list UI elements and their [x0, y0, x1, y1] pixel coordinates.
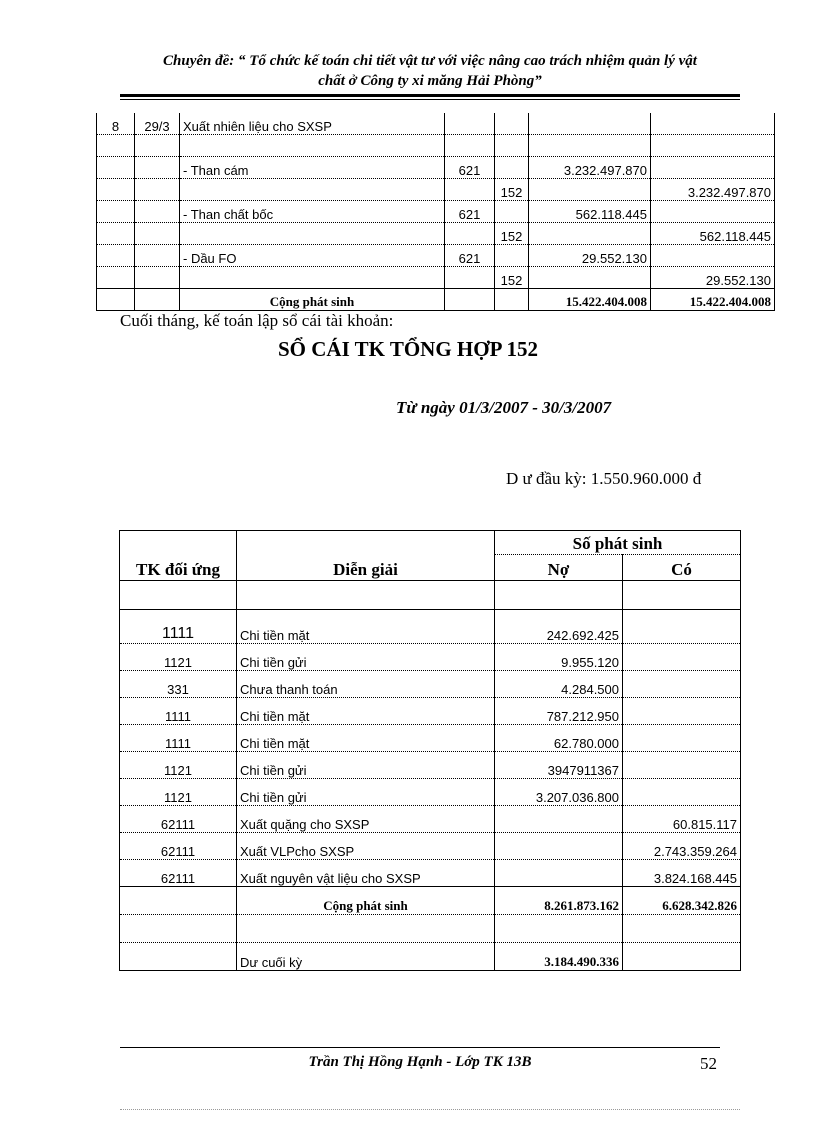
- intro-text: Cuối tháng, kế toán lập sổ cái tài khoản:: [120, 311, 394, 330]
- ledger-cell-desc: Chi tiền gửi: [237, 752, 495, 779]
- journal-cell-desc: [180, 223, 445, 245]
- journal-body: [97, 113, 775, 289]
- ledger-closing-debit: 3.184.490.336: [495, 943, 623, 971]
- ledger-col-debit: Nợ: [495, 555, 623, 581]
- ledger-cell-desc: Xuất VLPcho SXSP: [237, 833, 495, 860]
- header-line-2: chất ở Công ty xi măng Hải Phòng”: [318, 73, 542, 89]
- journal-row: [97, 245, 775, 267]
- ledger-total-row: [120, 887, 741, 915]
- footer-author: Trần Thị Hồng Hạnh - Lớp TK 13B: [308, 1054, 532, 1070]
- ledger-header-row-1: [120, 531, 741, 555]
- opening-balance: D ư đầu kỳ: 1.550.960.000 đ: [506, 469, 702, 488]
- journal-cell-date: [135, 135, 180, 157]
- ledger-cell-acc: 1111: [120, 610, 237, 644]
- ledger-cell-credit: 2.743.359.264: [623, 833, 741, 860]
- journal-total-credit: 15.422.404.008: [651, 289, 775, 311]
- journal-cell-date: [135, 201, 180, 223]
- journal-cell-credit-acc: 152: [495, 223, 529, 245]
- ledger-cell-debit: 242.692.425: [495, 610, 623, 644]
- journal-cell-desc: - Than cám: [180, 157, 445, 179]
- ledger-cell-desc: Chi tiền gửi: [237, 779, 495, 806]
- journal-row: [97, 157, 775, 179]
- ledger-closing-label: Dư cuối kỳ: [237, 943, 495, 971]
- journal-cell-credit: [651, 245, 775, 267]
- ledger-row: [120, 752, 741, 779]
- journal-cell-debit-acc: [445, 135, 495, 157]
- journal-cell-no: [97, 223, 135, 245]
- journal-cell-credit: 3.232.497.870: [651, 179, 775, 201]
- header-line-1: Chuyên đề: “ Tổ chức kế toán chi tiết vật tư với việc nâng cao trách nhiệm quản lý vật: [163, 53, 697, 69]
- ledger-cell-acc: 1121: [120, 779, 237, 806]
- ledger-cell-acc: 1111: [120, 698, 237, 725]
- ledger-col-credit: Có: [623, 555, 741, 581]
- journal-cell-no: 8: [97, 113, 135, 135]
- ledger-total-debit: 8.261.873.162: [495, 887, 623, 915]
- journal-cell-debit-acc: [445, 223, 495, 245]
- ledger-cell-acc: 1111: [120, 725, 237, 752]
- ledger-row: [120, 644, 741, 671]
- journal-cell-credit: 29.552.130: [651, 267, 775, 289]
- journal-cell-desc: - Dầu FO: [180, 245, 445, 267]
- ledger-cell-credit: [623, 752, 741, 779]
- journal-cell-credit-acc: [495, 135, 529, 157]
- journal-row: [97, 179, 775, 201]
- ledger-title: SỔ CÁI TK TỔNG HỢP 152: [277, 337, 539, 361]
- ledger-cell-debit: 62.780.000: [495, 725, 623, 752]
- ledger-cell-debit: [495, 860, 623, 887]
- journal-total-label: Cộng phát sinh: [180, 289, 445, 311]
- header-rule: [120, 94, 740, 97]
- ledger-col-account: TK đối ứng: [120, 555, 237, 581]
- ledger-total-credit: 6.628.342.826: [623, 887, 741, 915]
- journal-cell-date: [135, 267, 180, 289]
- journal-cell-date: 29/3: [135, 113, 180, 135]
- ledger-row: [120, 806, 741, 833]
- ledger-cell-desc: Chi tiền mặt: [237, 698, 495, 725]
- ledger-row: [120, 671, 741, 698]
- journal-total-row: [97, 289, 775, 311]
- ledger-row: [120, 725, 741, 752]
- journal-cell-desc: [180, 267, 445, 289]
- ledger-closing-row: [120, 943, 741, 971]
- ledger-row: [120, 698, 741, 725]
- page-bottom-dotted-line: [120, 1109, 740, 1110]
- journal-cell-no: [97, 201, 135, 223]
- ledger-cell-desc: Xuất quặng cho SXSP: [237, 806, 495, 833]
- ledger-cell-credit: [623, 644, 741, 671]
- journal-cell-debit: [529, 223, 651, 245]
- journal-cell-desc: Xuất nhiên liệu cho SXSP: [180, 113, 445, 135]
- ledger-cell-debit: [495, 806, 623, 833]
- ledger-cell-desc: Chi tiền mặt: [237, 610, 495, 644]
- journal-total-debit: 15.422.404.008: [529, 289, 651, 311]
- journal-cell-no: [97, 267, 135, 289]
- ledger-blank-row: [120, 581, 741, 610]
- ledger-table: [119, 530, 741, 971]
- ledger-header-row-2: [120, 555, 741, 581]
- journal-row: [97, 201, 775, 223]
- journal-cell-no: [97, 135, 135, 157]
- ledger-cell-acc: 1121: [120, 644, 237, 671]
- journal-cell-credit: [651, 201, 775, 223]
- ledger-row: [120, 833, 741, 860]
- journal-cell-debit-acc: 621: [445, 201, 495, 223]
- journal-row: [97, 267, 775, 289]
- ledger-spacer-row: [120, 915, 741, 943]
- ledger-cell-acc: 62111: [120, 833, 237, 860]
- journal-cell-debit: 562.118.445: [529, 201, 651, 223]
- ledger-body: [120, 610, 741, 887]
- ledger-cell-acc: 1121: [120, 752, 237, 779]
- ledger-cell-desc: Chưa thanh toán: [237, 671, 495, 698]
- journal-cell-debit-acc: 621: [445, 157, 495, 179]
- ledger-col-desc: Diễn giải: [237, 555, 495, 581]
- journal-cell-credit-acc: [495, 113, 529, 135]
- journal-cell-date: [135, 157, 180, 179]
- ledger-cell-desc: Chi tiền gửi: [237, 644, 495, 671]
- ledger-period: Từ ngày 01/3/2007 - 30/3/2007: [396, 398, 612, 417]
- journal-cell-debit: [529, 267, 651, 289]
- journal-cell-desc: - Than chất bốc: [180, 201, 445, 223]
- journal-cell-no: [97, 179, 135, 201]
- journal-cell-debit: [529, 179, 651, 201]
- footer-rule: [120, 1047, 720, 1048]
- journal-cell-debit: 3.232.497.870: [529, 157, 651, 179]
- ledger-cell-acc: 62111: [120, 806, 237, 833]
- ledger-cell-debit: 9.955.120: [495, 644, 623, 671]
- journal-cell-credit: [651, 135, 775, 157]
- journal-cell-credit: 562.118.445: [651, 223, 775, 245]
- ledger-cell-credit: [623, 671, 741, 698]
- ledger-cell-debit: 787.212.950: [495, 698, 623, 725]
- ledger-cell-credit: [623, 698, 741, 725]
- journal-cell-date: [135, 223, 180, 245]
- header-rule-thin: [120, 99, 740, 100]
- ledger-cell-credit: [623, 779, 741, 806]
- ledger-cell-credit: 3.824.168.445: [623, 860, 741, 887]
- journal-cell-credit-acc: [495, 245, 529, 267]
- ledger-cell-credit: [623, 725, 741, 752]
- journal-cell-credit-acc: 152: [495, 179, 529, 201]
- journal-cell-date: [135, 179, 180, 201]
- ledger-row: [120, 779, 741, 806]
- journal-cell-debit: [529, 135, 651, 157]
- ledger-cell-debit: 4.284.500: [495, 671, 623, 698]
- journal-row: [97, 135, 775, 157]
- ledger-cell-desc: Xuất nguyên vật liệu cho SXSP: [237, 860, 495, 887]
- journal-cell-no: [97, 245, 135, 267]
- journal-cell-credit-acc: 152: [495, 267, 529, 289]
- journal-table: [96, 113, 775, 311]
- ledger-cell-debit: 3947911367: [495, 752, 623, 779]
- journal-cell-desc: [180, 135, 445, 157]
- journal-cell-credit-acc: [495, 201, 529, 223]
- ledger-cell-acc: 331: [120, 671, 237, 698]
- ledger-col-group: Số phát sinh: [495, 531, 741, 555]
- ledger-cell-desc: Chi tiền mặt: [237, 725, 495, 752]
- journal-cell-debit-acc: 621: [445, 245, 495, 267]
- journal-cell-desc: [180, 179, 445, 201]
- journal-cell-debit-acc: [445, 267, 495, 289]
- ledger-row: [120, 860, 741, 887]
- ledger-cell-debit: [495, 833, 623, 860]
- journal-cell-debit-acc: [445, 179, 495, 201]
- ledger-cell-credit: [623, 610, 741, 644]
- ledger-cell-debit: 3.207.036.800: [495, 779, 623, 806]
- journal-cell-credit: [651, 157, 775, 179]
- ledger-total-label: Cộng phát sinh: [237, 887, 495, 915]
- journal-cell-debit: 29.552.130: [529, 245, 651, 267]
- ledger-row: [120, 610, 741, 644]
- ledger-cell-acc: 62111: [120, 860, 237, 887]
- journal-cell-debit-acc: [445, 113, 495, 135]
- page-number: 52: [700, 1054, 717, 1073]
- journal-cell-credit-acc: [495, 157, 529, 179]
- journal-cell-debit: [529, 113, 651, 135]
- journal-cell-date: [135, 245, 180, 267]
- journal-cell-no: [97, 157, 135, 179]
- ledger-cell-credit: 60.815.117: [623, 806, 741, 833]
- journal-row: [97, 113, 775, 135]
- journal-cell-credit: [651, 113, 775, 135]
- journal-row: [97, 223, 775, 245]
